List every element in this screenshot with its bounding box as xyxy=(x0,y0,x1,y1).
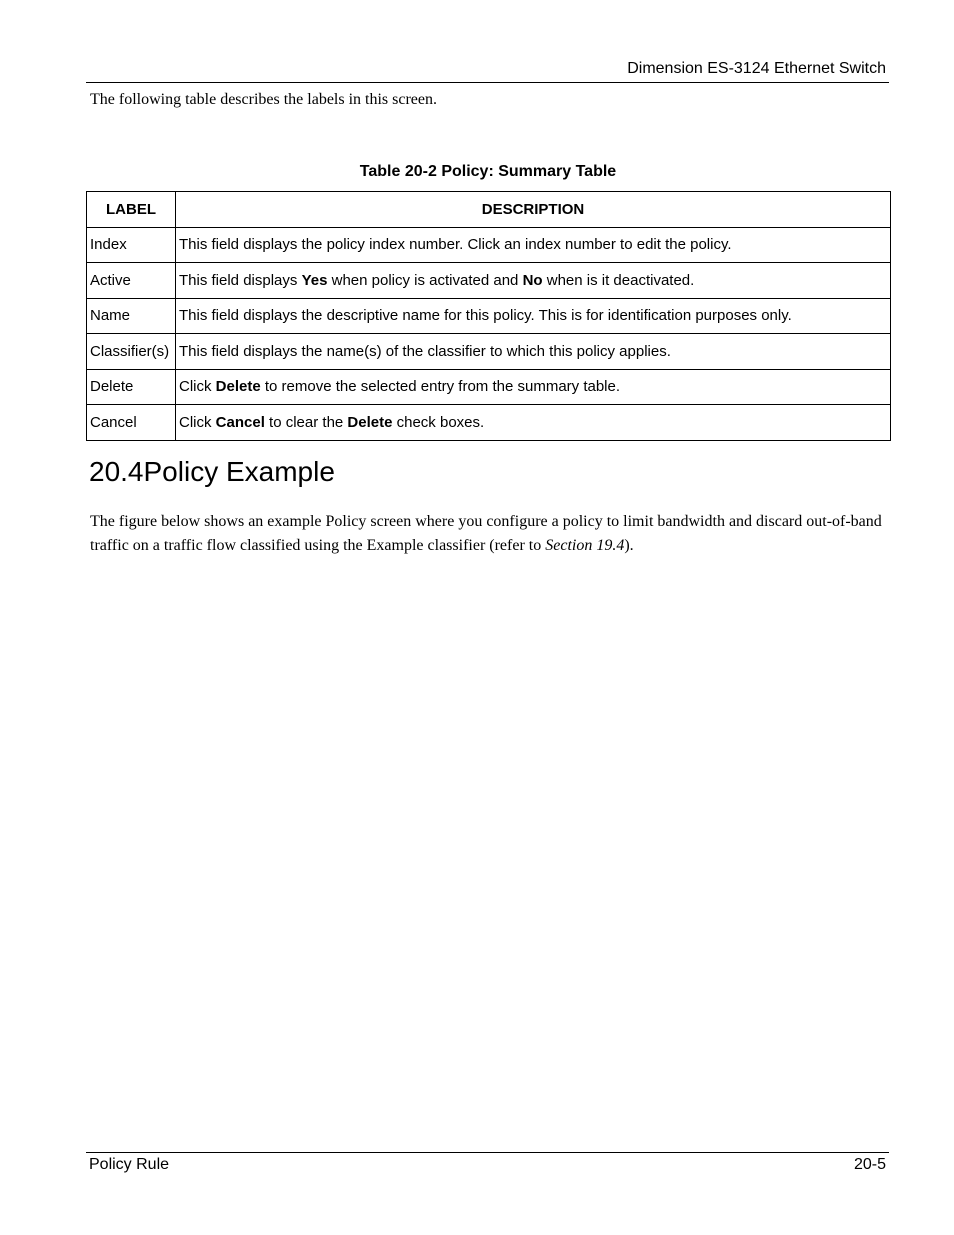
intro-paragraph: The following table describes the labels in this screen. xyxy=(90,91,438,108)
table-row xyxy=(87,263,891,299)
row-description xyxy=(176,298,891,334)
column-header-label: LABEL xyxy=(87,192,176,228)
row-description xyxy=(176,369,891,405)
description-text: This field displays the descriptive name for this policy. This is for identification purposes only. xyxy=(179,307,792,325)
row-description xyxy=(176,405,891,441)
row-label: Active xyxy=(87,263,176,299)
description-text: This field displays xyxy=(179,271,302,289)
section-body-end: ). xyxy=(624,537,634,554)
table-caption: Table 20-2 Policy: Summary Table xyxy=(359,163,617,180)
description-text: when policy is activated and xyxy=(327,271,523,289)
section-paragraph xyxy=(90,510,888,558)
description-bold-term: Delete xyxy=(347,413,393,431)
footer-chapter: Policy Rule xyxy=(89,1156,170,1173)
row-description xyxy=(176,263,891,299)
row-label: Name xyxy=(87,298,176,334)
section-title: Policy Example xyxy=(143,456,335,487)
description-bold-term: No xyxy=(522,271,543,289)
description-text: to clear the xyxy=(264,413,348,431)
table-row xyxy=(87,227,891,263)
description-bold-term: Yes xyxy=(301,271,328,289)
table-row xyxy=(87,405,891,441)
row-label: Cancel xyxy=(87,405,176,441)
table-row xyxy=(87,298,891,334)
header-title: Dimension ES-3124 Ethernet Switch xyxy=(627,60,886,77)
table-row xyxy=(87,369,891,405)
row-description xyxy=(176,334,891,370)
footer-page-number: 20-5 xyxy=(853,1156,886,1173)
table-header-row xyxy=(87,192,891,228)
row-label: Delete xyxy=(87,369,176,405)
description-text: This field displays the policy index number. Click an index number to edit the policy. xyxy=(179,236,732,254)
row-description xyxy=(176,227,891,263)
description-text: Click xyxy=(179,413,216,431)
description-bold-term: Cancel xyxy=(215,413,265,431)
description-text: check boxes. xyxy=(392,413,485,431)
column-header-description: DESCRIPTION xyxy=(176,192,891,228)
section-body-start: The figure below shows an example Policy screen where you configure a policy to limit bandwidth and discard out-of-band traffic on a traffic flow classified using the Example classifier (refer to xyxy=(90,513,882,554)
table-body xyxy=(87,227,891,440)
row-label: Index xyxy=(87,227,176,263)
description-text: to remove the selected entry from the summary table. xyxy=(260,378,621,396)
page-header xyxy=(86,60,889,83)
description-text: when is it deactivated. xyxy=(542,271,695,289)
section-heading xyxy=(89,456,335,488)
table-row xyxy=(87,334,891,370)
summary-table xyxy=(86,191,891,441)
description-text: Click xyxy=(179,378,216,396)
description-text: This field displays the name(s) of the classifier to which this policy applies. xyxy=(179,342,671,360)
row-label: Classifier(s) xyxy=(87,334,176,370)
section-number: 20.4 xyxy=(89,456,144,487)
section-reference: Section 19.4 xyxy=(545,537,625,554)
page-footer xyxy=(86,1152,889,1174)
description-bold-term: Delete xyxy=(215,378,261,396)
